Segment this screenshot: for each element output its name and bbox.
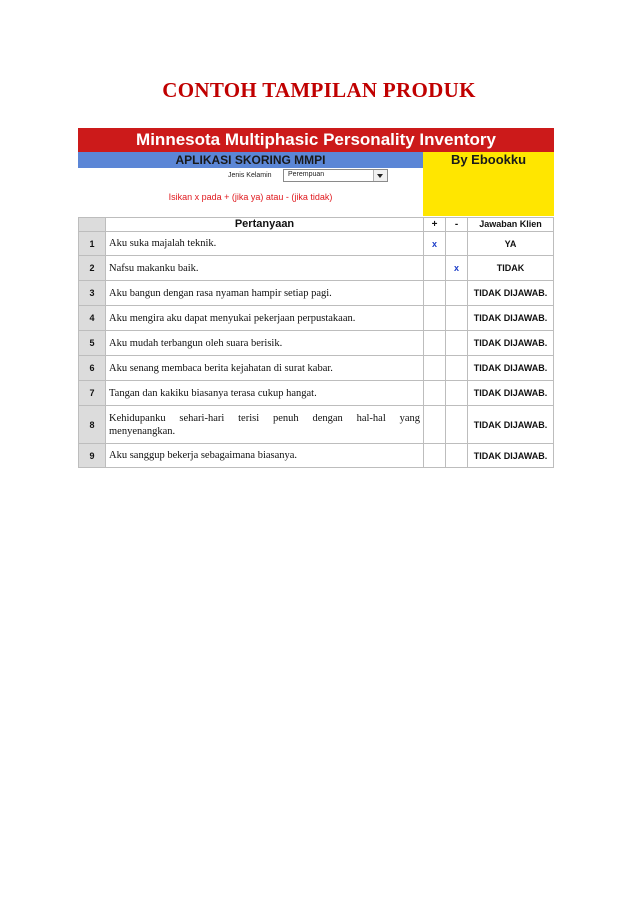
answer-cell: TIDAK (468, 256, 554, 281)
header-number-cell (78, 217, 106, 232)
plus-cell[interactable] (424, 331, 446, 356)
page-heading: CONTOH TAMPILAN PRODUK (162, 78, 476, 102)
row-number: 1 (78, 232, 106, 256)
answer-cell: TIDAK DIJAWAB. (468, 331, 554, 356)
answer-cell: YA (468, 232, 554, 256)
answer-cell: TIDAK DIJAWAB. (468, 381, 554, 406)
answer-cell: TIDAK DIJAWAB. (468, 444, 554, 468)
minus-cell[interactable] (446, 444, 468, 468)
chevron-down-icon[interactable] (373, 170, 387, 181)
minus-cell[interactable] (446, 256, 468, 281)
instruction-text: Isikan x pada + (jika ya) atau - (jika tidak) (168, 192, 333, 202)
minus-cell[interactable] (446, 306, 468, 331)
plus-mark: x (431, 238, 437, 249)
table-row (78, 444, 554, 468)
minus-mark: x (453, 263, 459, 273)
row-number: 3 (78, 281, 106, 306)
spreadsheet-screenshot (78, 128, 554, 468)
question-text: Nafsu makanku baik. (106, 256, 424, 281)
plus-cell[interactable] (424, 281, 446, 306)
sheet-subtitle: APLIKASI SKORING MMPI (78, 152, 423, 168)
plus-cell[interactable] (424, 356, 446, 381)
question-text: Aku suka majalah teknik. (106, 232, 424, 256)
question-text: Aku bangun dengan rasa nyaman hampir setiap pagi. (106, 281, 424, 306)
plus-cell[interactable] (424, 306, 446, 331)
gender-select[interactable] (283, 169, 388, 182)
minus-cell[interactable] (446, 281, 468, 306)
plus-cell[interactable] (424, 444, 446, 468)
brand-fill (423, 168, 554, 216)
question-text: Tangan dan kakiku biasanya terasa cukup hangat. (106, 381, 424, 406)
brand-label: By Ebookku (423, 152, 554, 168)
row-number: 4 (78, 306, 106, 331)
table-row (78, 306, 554, 331)
row-number: 9 (78, 444, 106, 468)
table-row (78, 232, 554, 256)
table-header-row (78, 217, 554, 232)
gender-select-value: Perempuan (288, 171, 325, 178)
question-text: Aku mudah terbangun oleh suara berisik. (106, 331, 424, 356)
header-plus: + (424, 217, 446, 232)
table-row (78, 356, 554, 381)
plus-cell[interactable] (424, 256, 446, 281)
answer-cell: TIDAK DIJAWAB. (468, 356, 554, 381)
minus-cell[interactable] (446, 331, 468, 356)
question-text: Aku sanggup bekerja sebagaimana biasanya. (106, 444, 424, 468)
minus-cell[interactable] (446, 356, 468, 381)
answer-cell: TIDAK DIJAWAB. (468, 281, 554, 306)
header-minus: - (446, 217, 468, 232)
header-question: Pertanyaan (106, 217, 424, 232)
answer-cell: TIDAK DIJAWAB. (468, 306, 554, 331)
question-text: Aku mengira aku dapat menyukai pekerjaan perpustakaan. (106, 306, 424, 331)
sheet-title: Minnesota Multiphasic Personality Inventory (78, 128, 554, 152)
plus-cell[interactable] (424, 232, 446, 256)
row-number: 7 (78, 381, 106, 406)
header-answer: Jawaban Klien (468, 217, 554, 232)
row-number: 2 (78, 256, 106, 281)
table-row (78, 381, 554, 406)
plus-cell[interactable] (424, 381, 446, 406)
gender-label: Jenis Kelamin (228, 172, 272, 179)
row-number: 6 (78, 356, 106, 381)
row-number: 8 (78, 406, 106, 444)
minus-cell[interactable] (446, 381, 468, 406)
question-text: Kehidupanku sehari-hari terisi penuh dengan hal-hal yang menyenangkan. (106, 406, 424, 444)
question-text: Aku senang membaca berita kejahatan di surat kabar. (106, 356, 424, 381)
row-number: 5 (78, 331, 106, 356)
minus-cell[interactable] (446, 232, 468, 256)
table-row (78, 406, 554, 444)
table-row (78, 281, 554, 306)
plus-cell[interactable] (424, 406, 446, 444)
answer-cell: TIDAK DIJAWAB. (468, 406, 554, 444)
table-row (78, 256, 554, 281)
table-row (78, 331, 554, 356)
minus-cell[interactable] (446, 406, 468, 444)
